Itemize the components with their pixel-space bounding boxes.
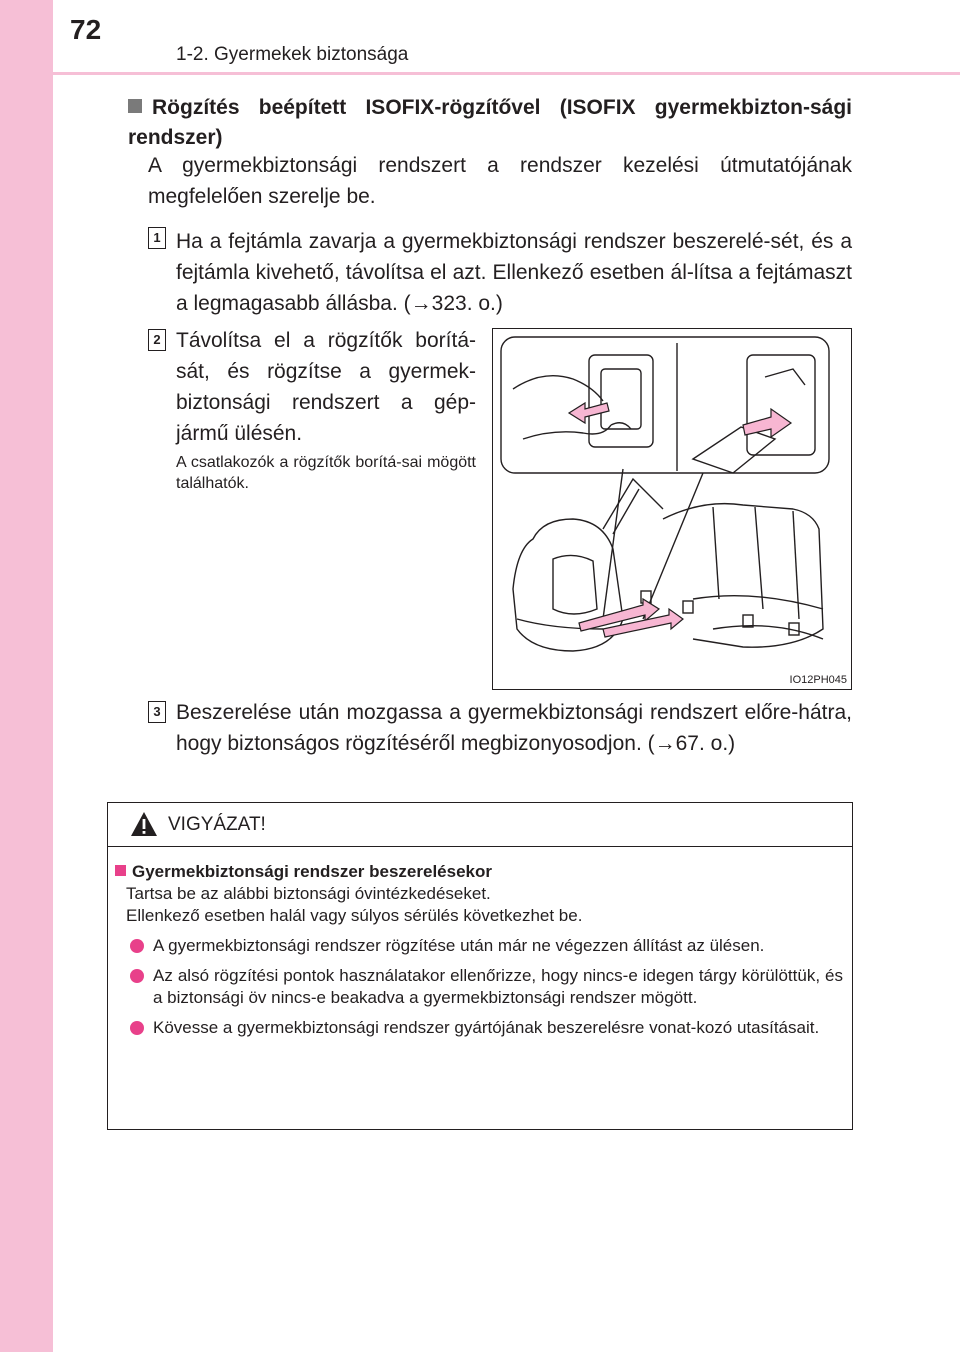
step-number-2: 2 — [148, 329, 166, 351]
warning-title: VIGYÁZAT! — [168, 814, 266, 835]
warning-box — [107, 802, 853, 1130]
step-text-2: Távolítsa el a rögzítők borítá-sát, és rögzítse a gyermek-biztonsági rendszert a gép-jármű ülésén. — [176, 329, 476, 445]
warning-bullet-3 — [115, 1017, 843, 1039]
bullet-dot-icon — [130, 939, 144, 953]
warning-square-icon — [115, 865, 126, 876]
warning-subheading — [115, 861, 843, 883]
warning-subheading-text: Gyermekbiztonsági rendszer beszerelésekor — [132, 862, 492, 881]
heading-square-icon — [128, 99, 142, 113]
bullet-dot-icon — [130, 1021, 144, 1035]
step-text-1: Ha a fejtámla zavarja a gyermekbiztonsági rendszer beszerelé-sét, és a fejtámla kivehető, távolítsa el azt. Ellenkező esetben ál-lítsa a fejtámaszt a legmagasabb állásba. (→323. o.) — [176, 230, 852, 315]
step-number-1: 1 — [148, 227, 166, 249]
step-2-note: A csatlakozók a rögzítők borítá-sai mögött találhatók. — [176, 454, 476, 492]
warning-triangle-icon — [130, 811, 158, 837]
section-heading — [128, 93, 852, 153]
warning-body — [115, 861, 843, 1039]
side-color-band — [0, 0, 53, 1352]
section-title: 1-2. Gyermekek biztonsága — [176, 44, 409, 65]
warning-intro-line-1: Tartsa be az alábbi biztonsági óvintézkedéseket. — [126, 884, 491, 903]
step-text-3: Beszerelése után mozgassa a gyermekbiztonsági rendszert előre-hátra, hogy biztonságos rögzítéséről megbizonyosodjon. (→67. o.) — [176, 701, 852, 755]
isofix-illustration — [492, 328, 852, 690]
figure-code: IO12PH045 — [789, 674, 847, 686]
warning-intro-line-2: Ellenkező esetben halál vagy súlyos sérülés következhet be. — [126, 906, 583, 925]
intro-paragraph: A gyermekbiztonsági rendszert a rendszer kezelési útmutatójának megfelelően szerelje be. — [148, 154, 852, 208]
warning-bullet-1-text: A gyermekbiztonsági rendszer rögzítése után már ne végezzen állítást az ülésen. — [153, 936, 765, 955]
isofix-drawing — [493, 329, 851, 689]
warning-bullet-2 — [115, 965, 843, 1009]
warning-bullet-3-text: Kövesse a gyermekbiztonsági rendszer gyártójának beszerelésre vonat-kozó utasításait. — [153, 1018, 820, 1037]
step-number-3: 3 — [148, 701, 166, 723]
bullet-dot-icon — [130, 969, 144, 983]
warning-header — [108, 803, 852, 847]
page-number: 72 — [70, 14, 102, 45]
heading-text: Rögzítés beépített ISOFIX-rögzítővel (ISOFIX gyermekbizton-sági rendszer) — [128, 96, 852, 149]
warning-bullet-1 — [115, 935, 843, 957]
header-rule — [53, 72, 960, 75]
warning-bullet-2-text: Az alsó rögzítési pontok használatakor ellenőrizze, hogy nincs-e idegen tárgy körülöttük, és a biztonsági öv nincs-e beakadva a gyermekbiztonsági rendszer mögött. — [153, 966, 843, 1007]
